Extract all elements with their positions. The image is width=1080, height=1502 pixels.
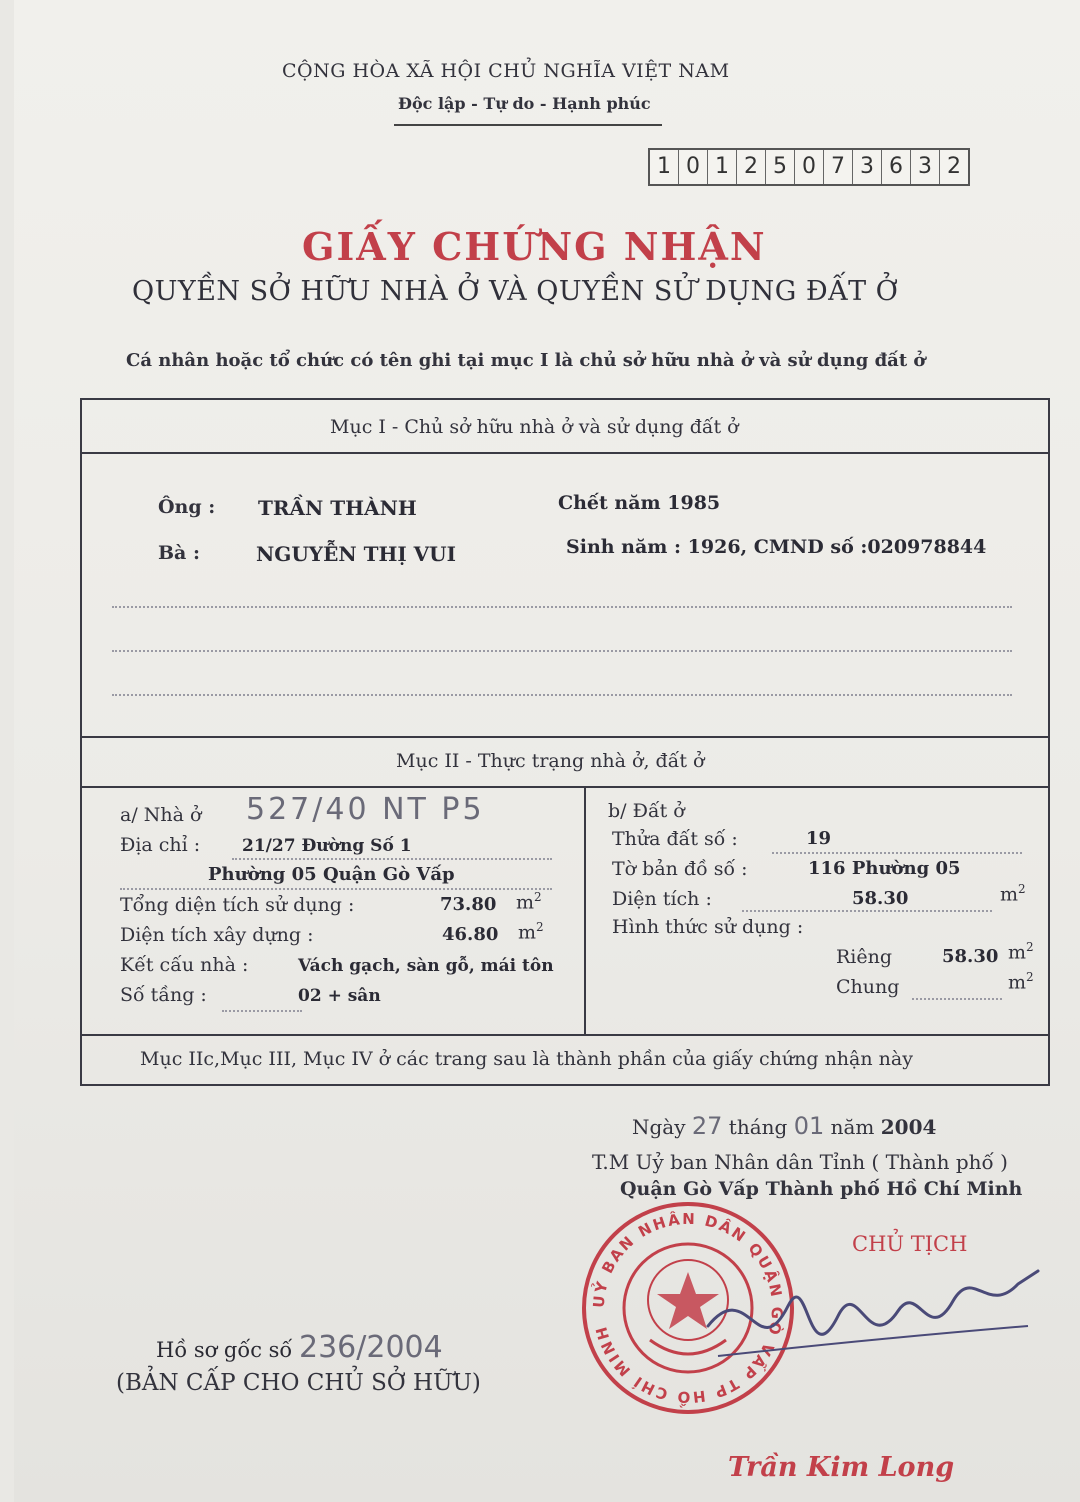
shared-label: Chung	[836, 976, 900, 998]
record-line	[156, 1330, 443, 1365]
total-area-unit	[516, 890, 542, 913]
build-area-label: Diện tích xây dựng :	[120, 924, 314, 946]
owner2-note: Sinh năm : 1926, CMND số :020978844	[566, 536, 987, 558]
motto-underline	[394, 124, 662, 126]
private-unit	[1008, 940, 1034, 963]
total-area-value: 73.80	[440, 894, 497, 915]
dotted-line	[912, 998, 1002, 1000]
unit-m: m	[516, 891, 535, 914]
unit-sup: 2	[1026, 970, 1034, 984]
unit-sup: 2	[1026, 940, 1034, 954]
month-label: tháng	[728, 1115, 788, 1139]
date-year: 2004	[880, 1115, 937, 1139]
date-line	[632, 1112, 936, 1140]
divider	[82, 736, 1048, 738]
plot-label: Thửa đất số :	[612, 828, 738, 850]
unit-m: m	[1008, 941, 1027, 964]
owner1-prefix: Ông :	[158, 496, 216, 518]
divider	[82, 452, 1048, 454]
record-label: Hồ sơ gốc số	[156, 1338, 293, 1362]
document-subtitle: QUYỀN SỞ HỮU NHÀ Ở VÀ QUYỀN SỬ DỤNG ĐẤT Ở	[132, 276, 899, 307]
serial-digit: 6	[882, 150, 911, 184]
position-title: CHỦ TỊCH	[852, 1232, 968, 1256]
map-value: 116 Phường 05	[808, 858, 961, 879]
intro-text: Cá nhân hoặc tổ chức có tên ghi tại mục I là chủ sở hữu nhà ở và sử dụng đất ở	[126, 350, 926, 371]
date-prefix: Ngày	[632, 1115, 686, 1139]
unit-sup: 2	[1018, 882, 1026, 896]
signer-name: Trần Kim Long	[728, 1452, 955, 1483]
house-label: a/ Nhà ở	[120, 804, 202, 826]
usage-label: Hình thức sử dụng :	[612, 916, 804, 938]
seal-text: UỶ BAN NHÂN DÂN QUẬN GÒ VẤP TP HỒ CHÍ MINH	[589, 1209, 787, 1407]
dotted-line	[772, 852, 1022, 854]
serial-digit: 3	[853, 150, 882, 184]
map-label: Tờ bản đồ số :	[612, 858, 748, 880]
floors-value: 02 + sân	[298, 986, 381, 1006]
unit-m: m	[1000, 883, 1019, 906]
section1-heading: Mục I - Chủ sở hữu nhà ở và sử dụng đất ở	[330, 416, 739, 438]
serial-digit: 2	[737, 150, 766, 184]
address-line2: Phường 05 Quận Gò Vấp	[208, 864, 455, 885]
nation-heading: CỘNG HÒA XÃ HỘI CHỦ NGHĨA VIỆT NAM	[282, 60, 730, 82]
record-number: 236/2004	[298, 1330, 443, 1365]
build-area-value: 46.80	[442, 924, 499, 945]
authority-line2: Quận Gò Vấp Thành phố Hồ Chí Minh	[620, 1178, 1023, 1200]
house-handwritten-number: 527/40 NT P5	[246, 792, 485, 827]
signature-icon	[688, 1256, 1048, 1386]
divider	[82, 786, 1048, 788]
divider	[82, 1034, 1048, 1036]
dotted-line	[112, 650, 1012, 652]
floors-label: Số tầng :	[120, 984, 207, 1006]
owner2-prefix: Bà :	[158, 542, 200, 564]
unit-m: m	[1008, 971, 1027, 994]
serial-digit: 2	[947, 154, 961, 179]
total-area-label: Tổng diện tích sử dụng :	[120, 894, 355, 916]
section2-heading: Mục II - Thực trạng nhà ở, đất ở	[396, 750, 705, 772]
date-day: 27	[691, 1112, 723, 1140]
unit-sup: 2	[536, 920, 544, 934]
serial-digit: 1	[708, 150, 737, 184]
dotted-line	[112, 606, 1012, 608]
document-title: GIẤY CHỨNG NHẬN	[302, 224, 767, 269]
serial-digit: 3	[911, 150, 940, 184]
year-label: năm	[830, 1115, 875, 1139]
build-area-unit	[518, 920, 544, 943]
copy-note: (BẢN CẤP CHO CHỦ SỞ HỮU)	[116, 1370, 481, 1396]
unit-m: m	[518, 921, 537, 944]
serial-digit: 1	[650, 150, 679, 184]
land-area-unit	[1000, 882, 1026, 905]
shared-unit	[1008, 970, 1034, 993]
dotted-line	[112, 694, 1012, 696]
private-value: 58.30	[942, 946, 999, 967]
serial-number	[648, 148, 970, 186]
serial-digit: 0	[795, 150, 824, 184]
dotted-line	[222, 1010, 302, 1012]
dotted-line	[120, 888, 552, 890]
address-label: Địa chỉ :	[120, 834, 201, 856]
unit-sup: 2	[534, 890, 542, 904]
land-area-label: Diện tích :	[612, 888, 712, 910]
dotted-line	[232, 858, 552, 860]
address-line1: 21/27 Đường Số 1	[242, 836, 412, 856]
structure-value: Vách gạch, sàn gỗ, mái tôn	[298, 956, 554, 976]
private-label: Riêng	[836, 946, 893, 968]
serial-digit: 7	[824, 150, 853, 184]
column-divider	[584, 788, 586, 1036]
date-month: 01	[793, 1112, 825, 1140]
land-area-value: 58.30	[852, 888, 909, 909]
dotted-line	[742, 910, 992, 912]
structure-label: Kết cấu nhà :	[120, 954, 249, 976]
serial-digit: 0	[679, 150, 708, 184]
motto: Độc lập - Tự do - Hạnh phúc	[398, 94, 651, 113]
owner1-name: TRẦN THÀNH	[258, 496, 417, 520]
authority-line1: T.M Uỷ ban Nhân dân Tỉnh ( Thành phố )	[592, 1150, 1008, 1174]
owner2-name: NGUYỄN THỊ VUI	[256, 542, 456, 566]
certificate-table	[80, 398, 1050, 1086]
serial-digit: 5	[766, 150, 795, 184]
land-label: b/ Đất ở	[608, 800, 685, 822]
footer-note: Mục IIc,Mục III, Mục IV ở các trang sau là thành phần của giấy chứng nhận này	[140, 1048, 913, 1070]
plot-value: 19	[806, 828, 832, 849]
owner1-note: Chết năm 1985	[558, 492, 721, 514]
